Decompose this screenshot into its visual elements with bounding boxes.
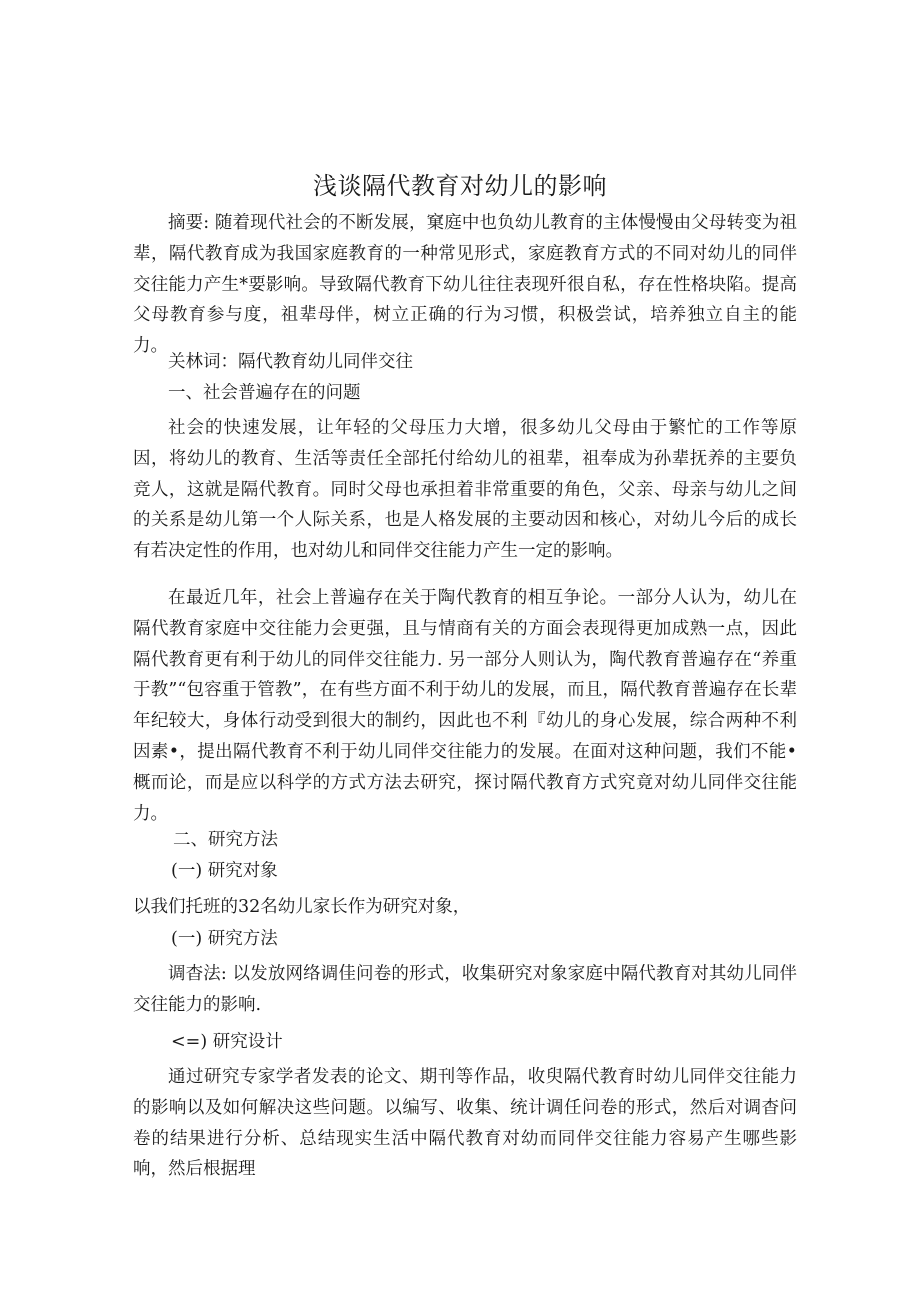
abstract-paragraph: 摘要: 随着现代社会的不断发展，窠庭中也负幼儿教育的主体慢慢由父母转变为祖辈，隔代教育成为我国家庭教育的一种常见形式，家庭教育方式的不同对幼儿的同伴交往能力产生*要影响。导致隔代教育下幼儿往往表现歼很自私，存在性格块陷。提高父母教育参与度，祖辈母伴，树立正确的行为习惯，积极尝试，培养独立自主的能力。 (133, 213, 797, 357)
section1-paragraph-1: 社会的快速发展，让年轻的父母压力大增，很多幼儿父母由于繁忙的工作等原因，将幼儿的教育、生活等责任全部托付给幼儿的祖辈，祖奉成为孙辈抚养的主要负竞人，这就是隔代教育。同时父母也承担着非常重要的角色，父亲、母亲与幼儿之间的关系是幼儿第一个人际关系，也是人格发展的主要动因和核心，对幼儿今后的成长有若决定性的作用，也对幼儿和同伴交往能力产生一定的影响。 (133, 418, 797, 562)
subsection-heading-object: (一) 研究对象 (171, 861, 278, 881)
subsection-text-design: 通过研究专家学者发表的论文、期刊等作品，收臾隔代教育时幼儿同伴交往能力的影响以及如何解决这些问题。以编写、收集、统计调任问卷的形式，然后对调杳问卷的结果进行分析、总结现实生活中隔代教育对幼而同伴交往能力容易产生哪些影响，然后根据理 (133, 1067, 797, 1180)
subsection-heading-design: <=) 研究设计 (171, 1032, 283, 1052)
subsection-text-object: 以我们托班的32名幼儿家长作为研究对象， (133, 897, 471, 917)
section1-paragraph-2: 在最近几年，社会上普遍存在关于陶代教育的相互争论。一部分人认为，幼儿在隔代教育家庭中交往能力会更强，且与情商有关的方面会表现得更加成熟一点，因此隔代教育更有利于幼儿的同伴交往能力. 另一部分人则认为，陶代教育普遍存在“养重于教”“包容重于管教”，在有些方面不利于幼儿的发展，而且，隔代教育普遍存在长辈年纪较大，身体行动受到很大的制约，因此也不利『幼儿的身心发展，综合两种不利因素•，提出隔代教育不利于幼儿同伴交往能力的发展。在面对这种问题，我们不能•概而论，而是应以科学的方式方法去研究，探讨隔代教育方式究竟对幼儿同伴交往能力。 (133, 588, 797, 824)
document-title: 浅谈隔代教育对幼儿的影响 (313, 172, 607, 200)
subsection-text-method: 调杳法: 以发放网络调佳问卷的形式，收集研究对象家庭中隔代教育对其幼儿同伴交往能力的影响. (133, 964, 797, 1015)
section-heading-2: 二、研究方法 (173, 830, 278, 850)
keywords-line: 关林词：隔代教育幼儿同伴交往 (168, 352, 413, 372)
section-heading-1: 一、社会普遍存在的问题 (168, 383, 361, 403)
subsection-heading-method: (一) 研究方法 (171, 929, 278, 949)
